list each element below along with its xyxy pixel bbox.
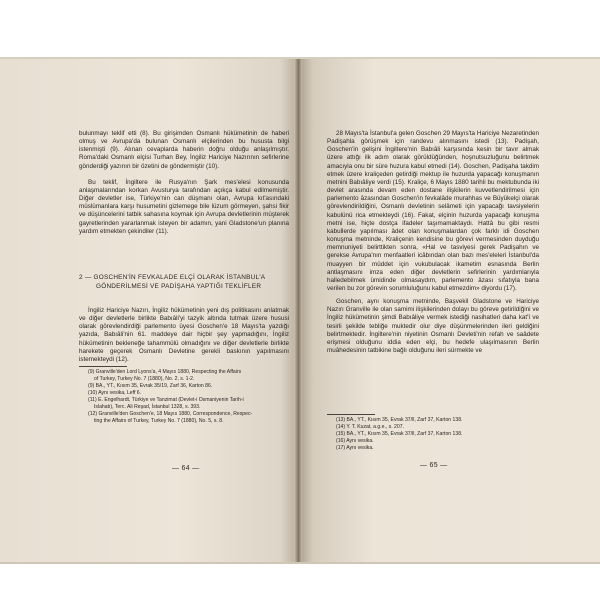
- right-page: [298, 57, 600, 564]
- footnote: (13) BA., YT., Kısım 35, Evrak 37/ll, Zarf 37, Karton 138.: [336, 417, 463, 423]
- footnote: (10) Aynı vesika, Leff 6.: [88, 390, 142, 397]
- open-book: [0, 57, 600, 564]
- footnote: (15) BA., YT., Kısım 35, Evrak 37/ll, Zarf 37, Karton 138.: [336, 431, 463, 438]
- footnote: (17) Aynı vesika.: [336, 445, 374, 452]
- page-edge-top: [0, 57, 600, 59]
- footnote-continuation: of Turkey, Turkey No. 7 (1880), No. 2, s. 1-2.: [94, 376, 195, 383]
- book-spine-gutter: [294, 57, 302, 564]
- left-paragraph-2: Bu teklif, İngiltere ile Rusya'nın Şark mes'elesi konusunda anlaşmalarından korkan Avusturya tarafından açıkça kabul edilmemiştir. Diğer devletler ise, Türkiye'nin can düşmanı olan, Avrupa kıt'asındaki müslümanlara karşı husumetini gizlemege bile lüzum görmeyen, şahsi fikir ve düşüncelerini tatbik sahasına koymak için Avrupa devletlerinin müşterek gayretlerinden yararlanmak isteyen bir adamın, yani Gladstone'un planına yardım etmekten çekindiler (11).: [79, 178, 289, 235]
- footnote: (16) Aynı vesika.: [336, 438, 374, 445]
- section-heading: [79, 273, 289, 291]
- footnote: (12) Granville'den Goschen'e, 18 Mayıs 1880, Correspondence, Respec-: [88, 411, 253, 418]
- footnote: (9) BA., YT., Kısım 35, Evrak 35/19, Zarf 36, Karton 86.: [88, 383, 213, 390]
- page-number-right: — 65 —: [420, 462, 448, 469]
- left-footnotes: [79, 369, 289, 425]
- footnote: (11) E. Engelhardt, Türkiye ve Tanzimat (Devlet-i Osmaniyenin Tarih-i: [88, 397, 244, 404]
- right-paragraph-2: Goschen, aynı konuşma metninde, Başvekil Gladstone ve Hariciye Nazırı Granville ile olan samimi ilişkilerinden dolayı bu göreve getirildiğini ve İngiliz hükümetinin şimdi Babıâliye vermek istediği nasihatleri daha kat'î ve tesirli şekilde tebliğe muktedir olur diye düşünmelerinden ileri geldiğini belirtmektedir. İngiltere'nin niyetinin Osmanlı Devleti'nin refah ve saâdete erişmesi olduğunu iddia eden elçi, bu hedefe ulaşılmasının Berlin muâhedesinin tatbikine bağlı olduğunu ileri sürmekte ve: [327, 298, 539, 355]
- page-edge-bottom: [0, 562, 600, 564]
- section-heading-line-1: 2 — GOSCHEN'İN FEVKALADE ELÇİ OLARAK İSTANBUL'A: [79, 274, 266, 281]
- footnote: (9) Granville'den Lord Lyons'a, 4 Mayıs 1880, Respecting the Affairs: [88, 369, 242, 375]
- footnote-continuation: Islahatı), Terc. Ali Reşad, İstanbul 1328, s. 393.: [94, 404, 201, 411]
- right-body: [327, 130, 539, 355]
- footnote-divider: [79, 366, 127, 367]
- right-footnotes: [327, 417, 539, 452]
- footnote: (14) Y. T. Kuzat, a.g.e., s. 207.: [336, 424, 404, 431]
- footnote-continuation: ting the Affairs of Turkey, Turkey No. 7 (1880), No. 5, s. 8.: [94, 418, 224, 425]
- footnote-divider: [327, 414, 375, 415]
- page-number-left: — 64 —: [172, 465, 200, 472]
- left-page: [0, 57, 298, 564]
- left-paragraph-1: bulunmayı teklif etti (8). Bu girişimden Osmanlı hükümetinin de haberi olmuş ve Avrupa'da bulunan Osmanlı elçilerinden bu hususta bilgi istenmişti (9). Alınan cevaplarda haberin doğru olduğu anlaşılmıştır. Roma'daki Osmanlı elçisi Turhan Bey, İngiliz Hariciye Nazırının sefirlerine gönderdiği yazının bir özetini de göndermiştir (10).: [79, 130, 289, 170]
- left-paragraph-3: İngiliz Hariciye Nazırı, İngiliz hükümetinin yeni dış politikasını anlatmak ve diğer devletlerle birlikte Babıâli'yi tazyik altında tutmak üzere hususi olarak görevlendirdiği parlemento üyesi Goschen'e 18 Mayıs'ta yazdığı yazıda, Babıâli'nin 61. maddeye dair hiçbir şey yapmadığını, İngiliz hükümetinin bekleneğe tahammülü olmadığını ve diğer devletlerle birlikte harekete geçerek Osmanlı Devletine gerekli baskının yapılmasını istemekteydi (12).: [79, 307, 289, 363]
- left-body-top: [79, 130, 289, 236]
- section-heading-line-2: GÖNDERİLMESİ VE PADİŞAHA YAPTIĞI TEKLİFLER: [96, 283, 262, 290]
- right-paragraph-1: 28 Mayıs'ta İstanbul'a gelen Goschen 29 Mayıs'ta Hariciye Nezaretinden Padişahla görüşmek için randevu alınmasını istedi (13). Padişah, Goschen'in gelişini İngiltere'nin Babıâli karşısında kesin bir tavır almak üzere attığı ilk adım olarak görüldüğünden, hoşnutsuzluğunu belirtmek amacıyla onu bir süre huzura kabul etmedi (14). Goschen, Padişaha takdim etmek üzere kraliçeden getirdiği mektup ile huzurda yapacağı konuşmanın metnini Babıâliye verdi (15). Kraliçe, 6 Mayıs 1880 tarihli bu mektubunda iki devlet arasında devam eden dostane ilişkilerin kuvvetlendirilmesi için parlemento âzasından Goschen'in fevkalâde murahhas ve Büyükelçi olarak görevlendirildiğini, Osmanlı devletinin selâmeti için yapacağı tavsiyelerin kabulünü rica etmekteydi (16). Fakat, elçinin huzurda yapacağı konuşma metni ise, hiçte dostça ifadeler taşımamaktaydı. Hattâ bu gibi resmi kabullerde yapılması âdet olan konuşmalardan çok farklı idi Goschen konuşma metninde, Kraliçenin kendisine bu görevi vermesinden duyduğu memnuniyeti belirttikten sonra, «Hal ve tasviyesi gerek Padişahın ve gerekse Avrupa'nın menfaatleri icâbından olan bazı mes'eleleri İstanbul'da muayyen bir müddet için vukubulacak ikametim esnasında Berlin antlaşmasını imza eden diğer devletlerin sefirlerinin yardımlarıyla halledebilmek ümidinde olmasaydım, parlemento âzası sıfatıyla bana verilen bu zor görevin sorumluluğunu kabul etmezdim» diyordu (17).: [327, 130, 539, 292]
- left-body-bottom: [79, 307, 289, 364]
